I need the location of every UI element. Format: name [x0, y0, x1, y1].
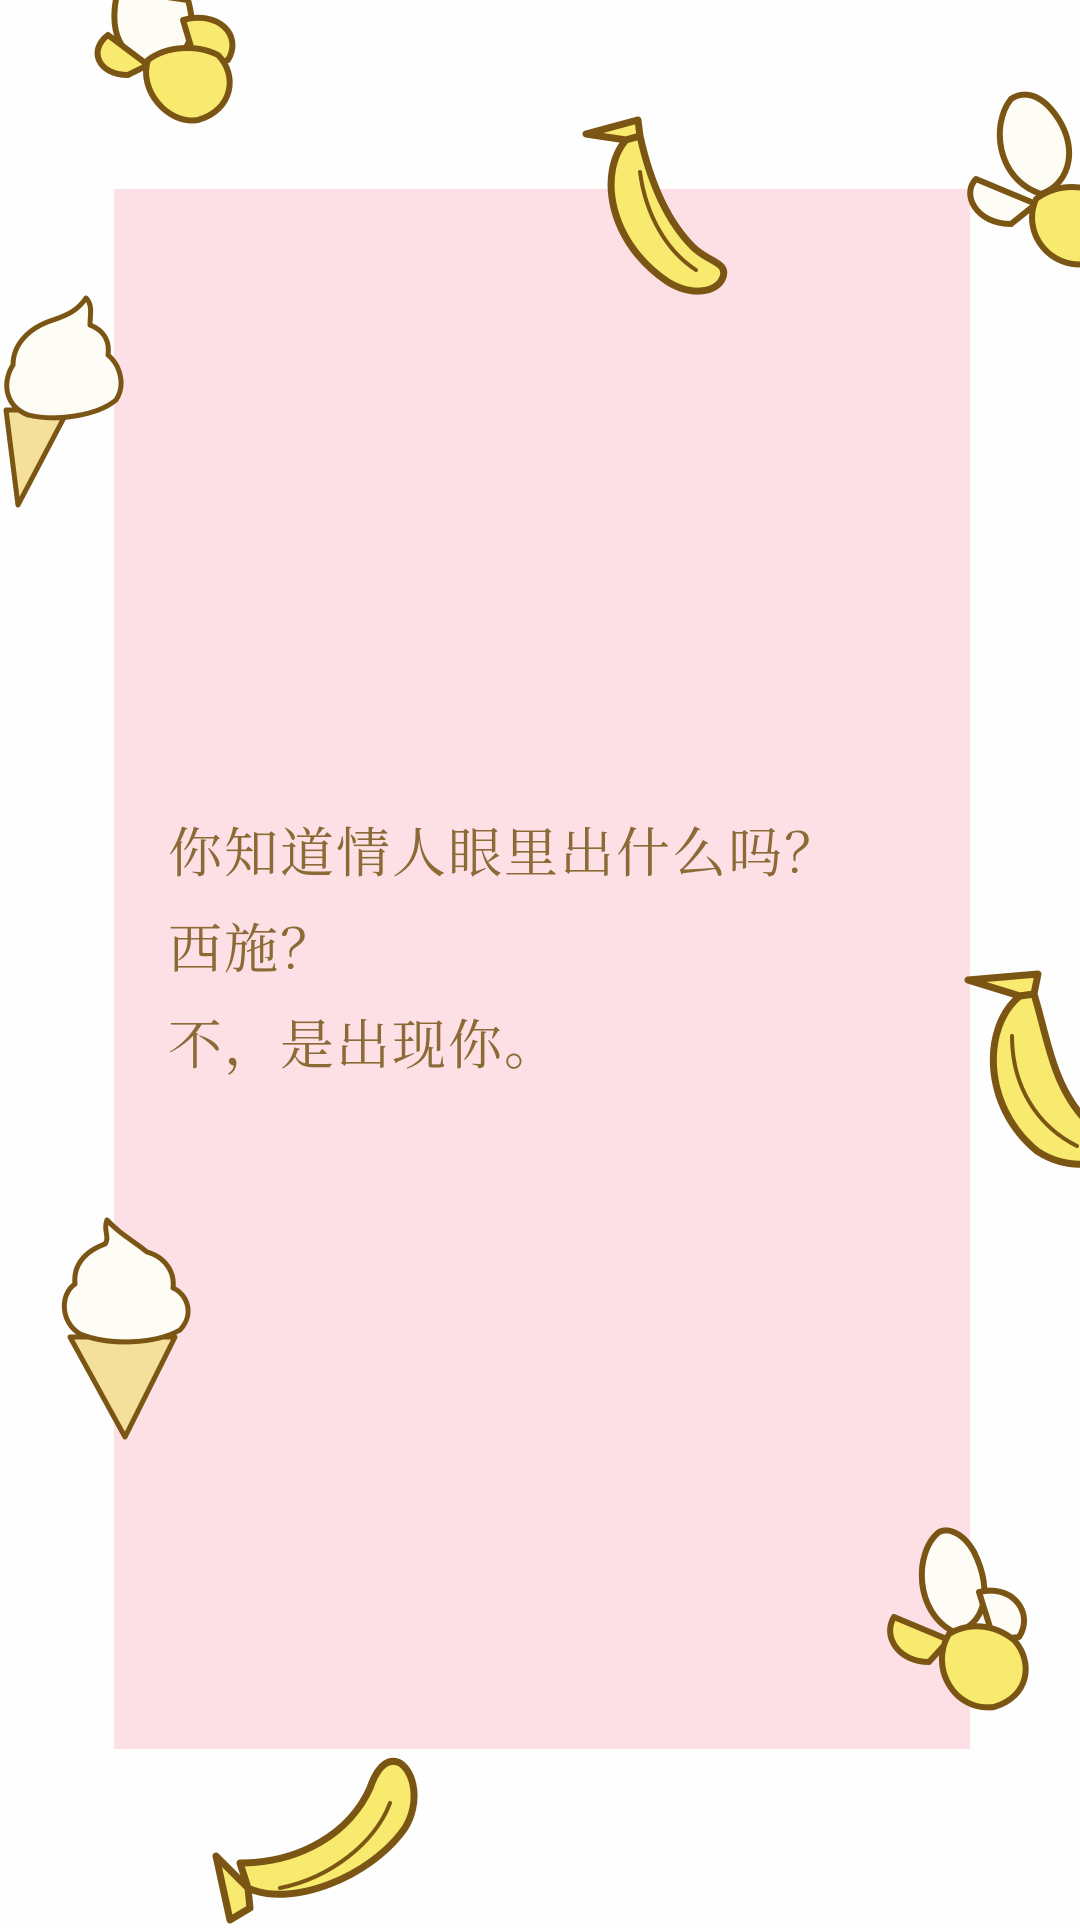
- ice-cream-icon: [55, 1212, 195, 1442]
- message-line-3: 不，是出现你。: [168, 1014, 560, 1077]
- peeled-banana-icon: [884, 1522, 1044, 1722]
- banana-icon: [578, 112, 738, 302]
- peeled-banana-icon: [88, 0, 258, 150]
- peeled-banana-icon: [966, 84, 1080, 274]
- ice-cream-icon: [0, 290, 128, 510]
- message-line-2: 西施？: [168, 918, 336, 981]
- message-line-1: 你知道情人眼里出什么吗？: [168, 822, 840, 885]
- banana-icon: [962, 966, 1080, 1176]
- message-text: [168, 806, 968, 1094]
- banana-icon: [210, 1748, 430, 1928]
